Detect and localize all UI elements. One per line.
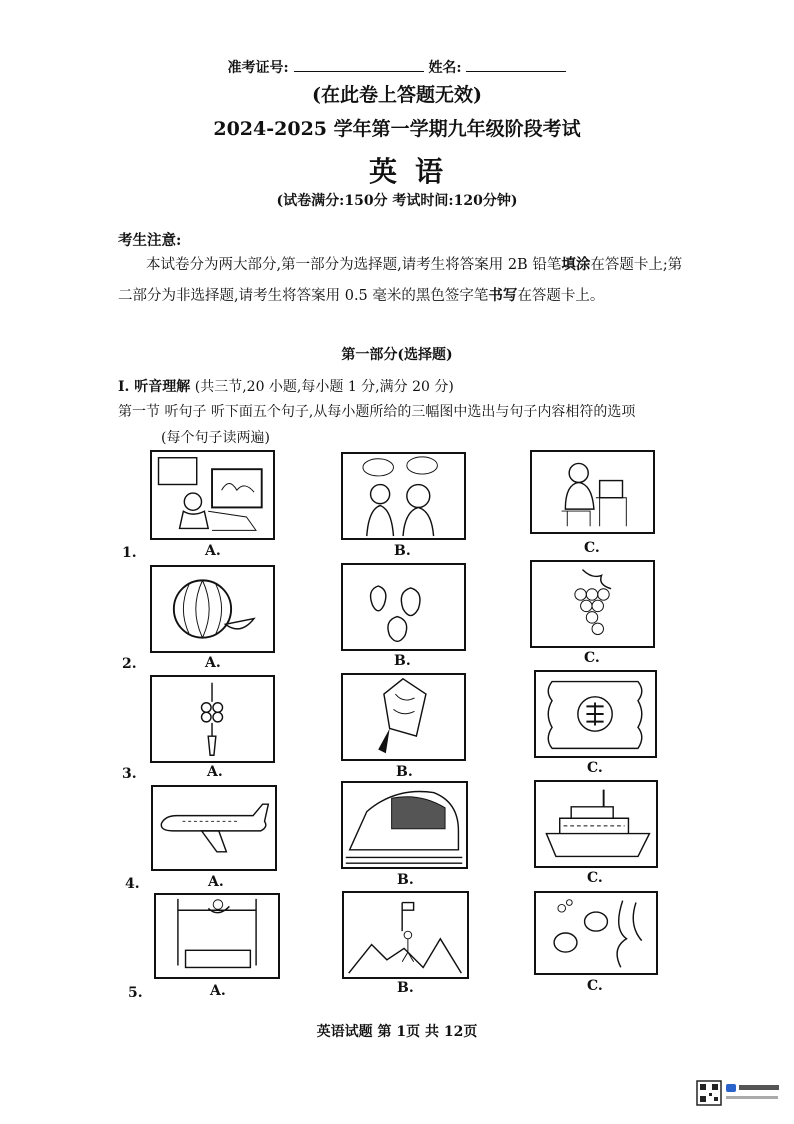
option-label: A. <box>208 874 224 890</box>
two-people-talking-icon <box>343 454 464 538</box>
option-label: C. <box>587 978 603 994</box>
grapes-icon <box>532 562 653 646</box>
name-field[interactable] <box>466 59 566 72</box>
subsection-instruction: 第一节 听句子 听下面五个句子,从每小题所给的三幅图中选出与句子内容相符的选项 <box>118 404 636 420</box>
notice-emphasis: 填涂 <box>561 256 591 273</box>
option-label: B. <box>397 872 414 888</box>
high-jump-icon <box>156 895 278 977</box>
exam-title: 2024-2025 学年第一学期九年级阶段考试 <box>213 118 581 140</box>
notice-heading: 考生注意: <box>118 232 182 249</box>
chinese-knot-icon <box>152 677 273 761</box>
q2-option-c-picture[interactable] <box>530 560 655 648</box>
question-number: 2. <box>122 656 137 672</box>
notice-text: 本试卷分为两大部分,第一部分为选择题,请考生将答案用 2B 铅笔 <box>146 257 562 273</box>
candidate-info-line <box>0 57 794 77</box>
subsection-note: (每个句子读两遍) <box>161 430 270 446</box>
option-label: A. <box>207 764 223 780</box>
option-label: A. <box>205 543 221 559</box>
boy-watching-tv-icon <box>152 452 273 538</box>
notice-emphasis: 书写 <box>488 287 518 304</box>
q1-option-a-picture[interactable] <box>150 450 275 540</box>
q5-option-b-picture[interactable] <box>342 891 469 979</box>
question-number: 1. <box>122 545 137 561</box>
lantern-icon <box>343 675 464 759</box>
q3-option-a-picture[interactable] <box>150 675 275 763</box>
option-label: C. <box>584 540 600 556</box>
divers-icon <box>536 893 656 973</box>
q2-option-a-picture[interactable] <box>150 565 275 653</box>
notice-line-2 <box>118 281 778 311</box>
qr-code-icon <box>696 1080 786 1108</box>
watermelon-icon <box>152 567 273 651</box>
paper-cut-icon <box>536 672 655 756</box>
q5-option-a-picture[interactable] <box>154 893 280 979</box>
section-heading <box>118 376 454 396</box>
question-number: 3. <box>122 766 137 782</box>
option-label: A. <box>210 983 226 999</box>
man-listening-radio-icon <box>532 452 653 532</box>
strawberries-icon <box>343 565 464 649</box>
airplane-icon <box>153 787 275 869</box>
option-label: C. <box>587 760 603 776</box>
ship-icon <box>536 782 656 866</box>
q3-option-b-picture[interactable] <box>341 673 466 761</box>
notice-text: 在答题卡上。 <box>517 288 605 304</box>
option-label: B. <box>394 543 411 559</box>
q1-option-c-picture[interactable] <box>530 450 655 534</box>
q2-option-b-picture[interactable] <box>341 563 466 651</box>
option-label: B. <box>396 764 413 780</box>
q5-option-c-picture[interactable] <box>534 891 658 975</box>
section-info: (共三节,20 小题,每小题 1 分,满分 20 分) <box>194 379 454 395</box>
page-footer: 英语试题 第 1页 共 12页 <box>316 1024 478 1040</box>
option-label: B. <box>397 980 414 996</box>
notice-line-1 <box>146 250 786 280</box>
subject-title: 英语 <box>368 155 461 188</box>
train-icon <box>343 783 466 867</box>
question-number: 5. <box>128 985 143 1001</box>
option-label: A. <box>205 655 221 671</box>
option-label: C. <box>584 650 600 666</box>
notice-text: 在答题卡上;第 <box>590 257 683 273</box>
section-label: I. 听音理解 <box>118 379 191 395</box>
q4-option-b-picture[interactable] <box>341 781 468 869</box>
question-number: 4. <box>125 876 140 892</box>
mountain-climber-icon <box>344 893 467 977</box>
option-label: B. <box>394 653 411 669</box>
part1-title: 第一部分(选择题) <box>341 347 453 363</box>
exam-meta: (试卷满分:150分 考试时间:120分钟) <box>276 193 518 209</box>
scanner-watermark <box>696 1080 786 1108</box>
notice-text: 二部分为非选择题,请考生将答案用 0.5 毫米的黑色签字笔 <box>118 288 489 304</box>
exam-number-field[interactable] <box>294 59 424 72</box>
q1-option-b-picture[interactable] <box>341 452 466 540</box>
q4-option-c-picture[interactable] <box>534 780 658 868</box>
invalid-note: (在此卷上答题无效) <box>312 84 482 106</box>
option-label: C. <box>587 870 603 886</box>
q3-option-c-picture[interactable] <box>534 670 657 758</box>
exam-number-label: 准考证号: <box>227 60 289 76</box>
name-label: 姓名: <box>428 60 462 76</box>
q4-option-a-picture[interactable] <box>151 785 277 871</box>
